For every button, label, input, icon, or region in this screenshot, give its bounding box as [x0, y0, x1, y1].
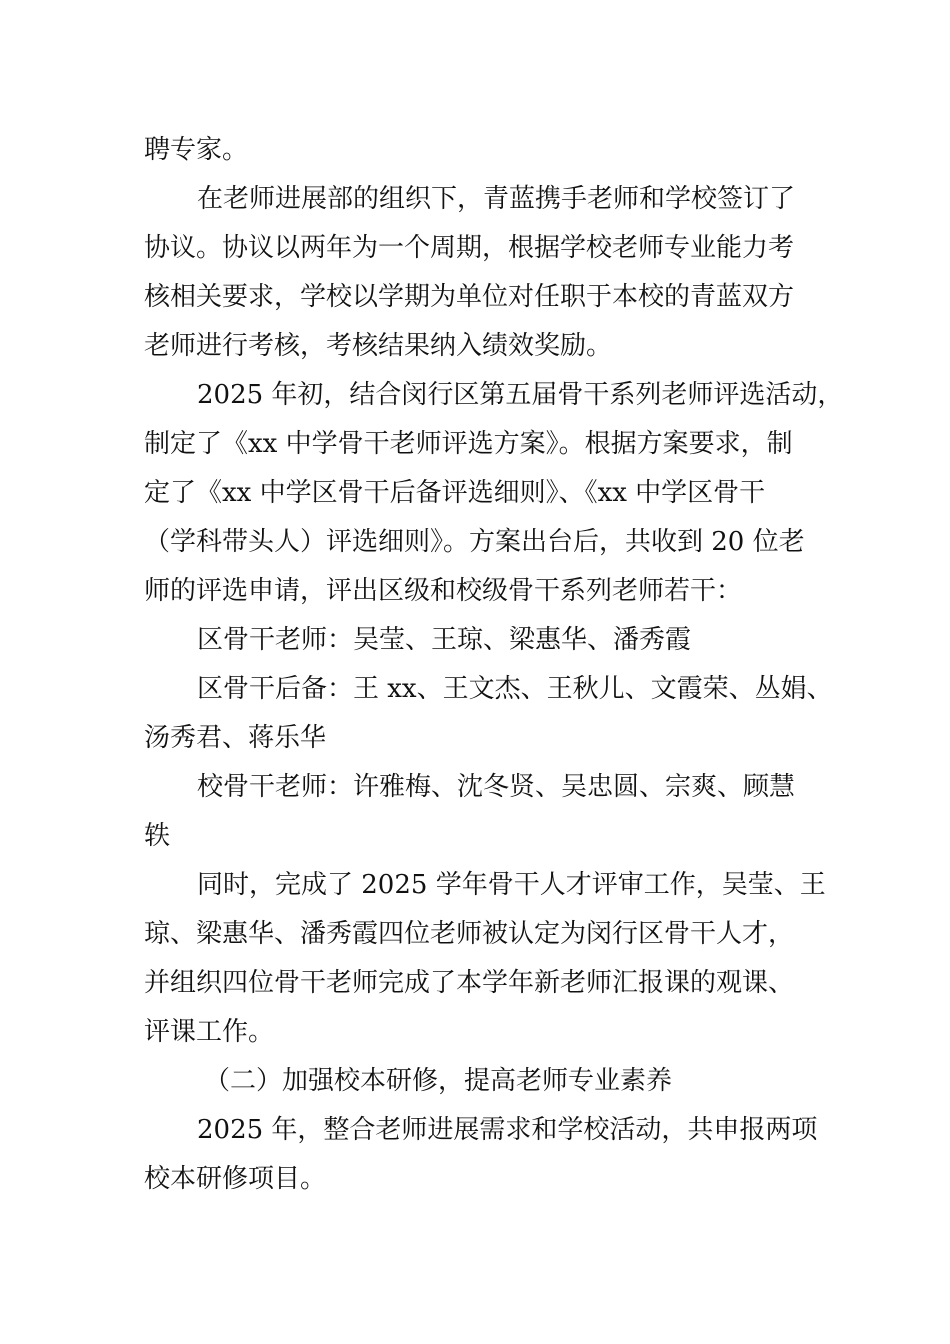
text-line: （学科带头人）评选细则》。方案出台后，共收到 20 位老: [144, 527, 805, 557]
text-line: 汤秀君、蒋乐华: [144, 723, 327, 753]
text-line: 老师进行考核，考核结果纳入绩效奖励。: [144, 331, 613, 361]
text-line: 区骨干老师：吴莹、王琼、梁惠华、潘秀霞: [197, 625, 692, 655]
text-line: 2025 年初，结合闵行区第五届骨干系列老师评选活动，: [197, 380, 844, 410]
text-line: 2025 年，整合老师进展需求和学校活动，共申报两项: [197, 1115, 818, 1145]
text-line: 校本研修项目。: [144, 1164, 327, 1194]
text-line: 同时，完成了 2025 学年骨干人才评审工作，吴莹、王: [197, 870, 826, 900]
section-heading: （二）加强校本研修，提高老师专业素养: [204, 1066, 673, 1096]
text-line: 核相关要求，学校以学期为单位对任职于本校的青蓝双方: [144, 282, 795, 312]
text-line: 在老师进展部的组织下，青蓝携手老师和学校签订了: [197, 184, 796, 214]
text-line: 协议。协议以两年为一个周期，根据学校老师专业能力考: [144, 233, 795, 263]
text-line: 定了《xx 中学区骨干后备评选细则》、《xx 中学区骨干: [144, 478, 766, 508]
text-line: 并组织四位骨干老师完成了本学年新老师汇报课的观课、: [144, 968, 795, 998]
text-line: 区骨干后备：王 xx、王文杰、王秋儿、文霞荣、丛娟、: [197, 674, 833, 704]
text-line: 琼、梁惠华、潘秀霞四位老师被认定为闵行区骨干人才，: [144, 919, 795, 949]
document-body: [144, 126, 844, 1204]
text-line: 轶: [144, 821, 171, 851]
text-line: 评课工作。: [144, 1017, 275, 1047]
text-line: 校骨干老师：许雅梅、沈冬贤、吴忠圆、宗爽、顾慧: [197, 772, 796, 802]
text-line: 师的评选申请，评出区级和校级骨干系列老师若干：: [144, 576, 743, 606]
text-line: 制定了《xx 中学骨干老师评选方案》。根据方案要求，制: [144, 429, 793, 459]
text-line: 聘专家。: [144, 135, 249, 165]
